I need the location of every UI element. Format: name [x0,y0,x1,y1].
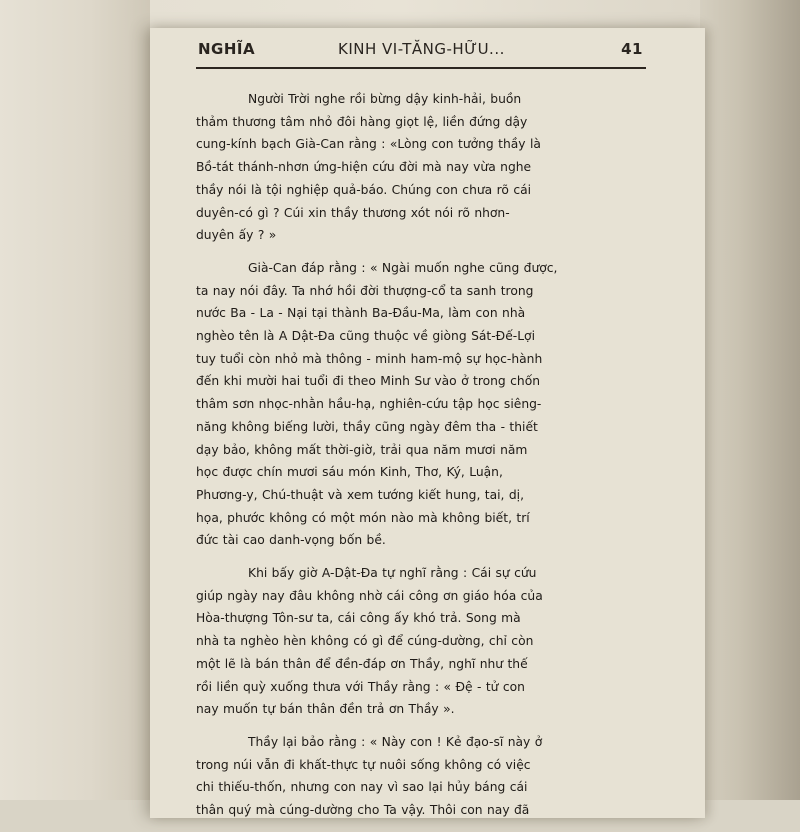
text-line: năng không biếng lười, thầy cũng ngày đêm tha - thiết [196,419,538,434]
text-line: học được chín mươi sáu món Kinh, Thơ, Ký, Luận, [196,465,503,480]
left-page-edge [0,0,150,800]
text-line: chi thiếu-thốn, nhưng con nay vì sao lại hủy báng cái [196,780,528,795]
text-line: nghèo tên là A Dật-Đa cũng thuộc về giòng Sát-Đế-Lợi [196,329,535,344]
paragraph [196,88,642,247]
page-body-text [196,88,642,832]
text-line: nhà ta nghèo hèn không có gì để cúng-dường, chỉ còn [196,634,534,649]
text-line: Thầy lại bảo rằng : « Này con ! Kẻ đạo-sĩ này ở [248,734,543,749]
text-line: giúp ngày nay đâu không nhờ cái công ơn giáo hóa của [196,588,543,603]
text-line: Phương-y, Chú-thuật và xem tướng kiết hung, tai, dị, [196,487,525,502]
right-page-edge [700,0,800,800]
text-line: Người Trời nghe rồi bừng dậy kinh-hải, buồn [248,92,522,106]
text-line: tuy tuổi còn nhỏ mà thông - minh ham-mộ sự học-hành [196,351,543,366]
paragraph [196,257,642,552]
paragraph [196,562,642,721]
text-line: dạy bảo, không mất thời-giờ, trải qua năm mươi năm [196,442,528,457]
text-line: cung-kính bạch Già-Can rằng : «Lòng con tưởng thầy là [196,137,541,152]
text-line: ta nay nói đây. Ta nhớ hồi đời thượng-cổ ta sanh trong [196,283,534,298]
header-title: KINH VI-TĂNG-HỮU... [338,40,505,58]
text-line: duyên-có gì ? Cúi xin thầy thương xót nói rõ nhơn- [196,205,510,220]
text-line: thân quý mà cúng-dường cho Ta vậy. Thôi con nay đã [196,803,530,818]
running-header [198,36,643,66]
paragraph [196,731,642,822]
text-line: thảm thương tâm nhỏ đôi hàng giọt lệ, liền đứng dậy [196,114,528,129]
text-line: nước Ba - La - Nại tại thành Ba-Đầu-Ma, làm con nhà [196,306,526,321]
text-line: Bồ-tát thánh-nhơn ứng-hiện cứu đời mà nay vừa nghe [196,160,532,175]
text-line: một lẽ là bán thân để đền-đáp ơn Thầy, nghĩ như thế [196,656,528,671]
text-line: đức tài cao danh-vọng bốn bề. [196,533,386,548]
text-line: duyên ấy ? » [196,228,277,243]
header-rule [196,67,646,69]
header-left-text: NGHĨA [198,40,256,58]
text-line: đến khi mười hai tuổi đi theo Minh Sư vào ở trong chốn [196,374,541,389]
text-line: rồi liền quỳ xuống thưa với Thầy rằng : « Đệ - tử con [196,679,525,694]
page-number: 41 [621,40,643,58]
text-line: trong núi vẫn đi khất-thực tự nuôi sống không có việc [196,757,531,772]
text-line: họa, phước không có một món nào mà không biết, trí [196,510,530,525]
text-line: Hòa-thượng Tôn-sư ta, cái công ấy khó trả. Song mà [196,611,521,626]
text-line: Già-Can đáp rằng : « Ngài muốn nghe cũng được, [248,260,558,275]
text-line: thầy nói là tội nghiệp quả-báo. Chúng con chưa rõ cái [196,182,532,197]
text-line: Khi bấy giờ A-Dật-Đa tự nghĩ rằng : Cái sự cứu [248,566,537,581]
text-line: thâm sơn nhọc-nhằn hầu-hạ, nghiên-cứu tập học siêng- [196,397,542,412]
text-line: nay muốn tự bán thân đền trả ơn Thầy ». [196,702,455,717]
